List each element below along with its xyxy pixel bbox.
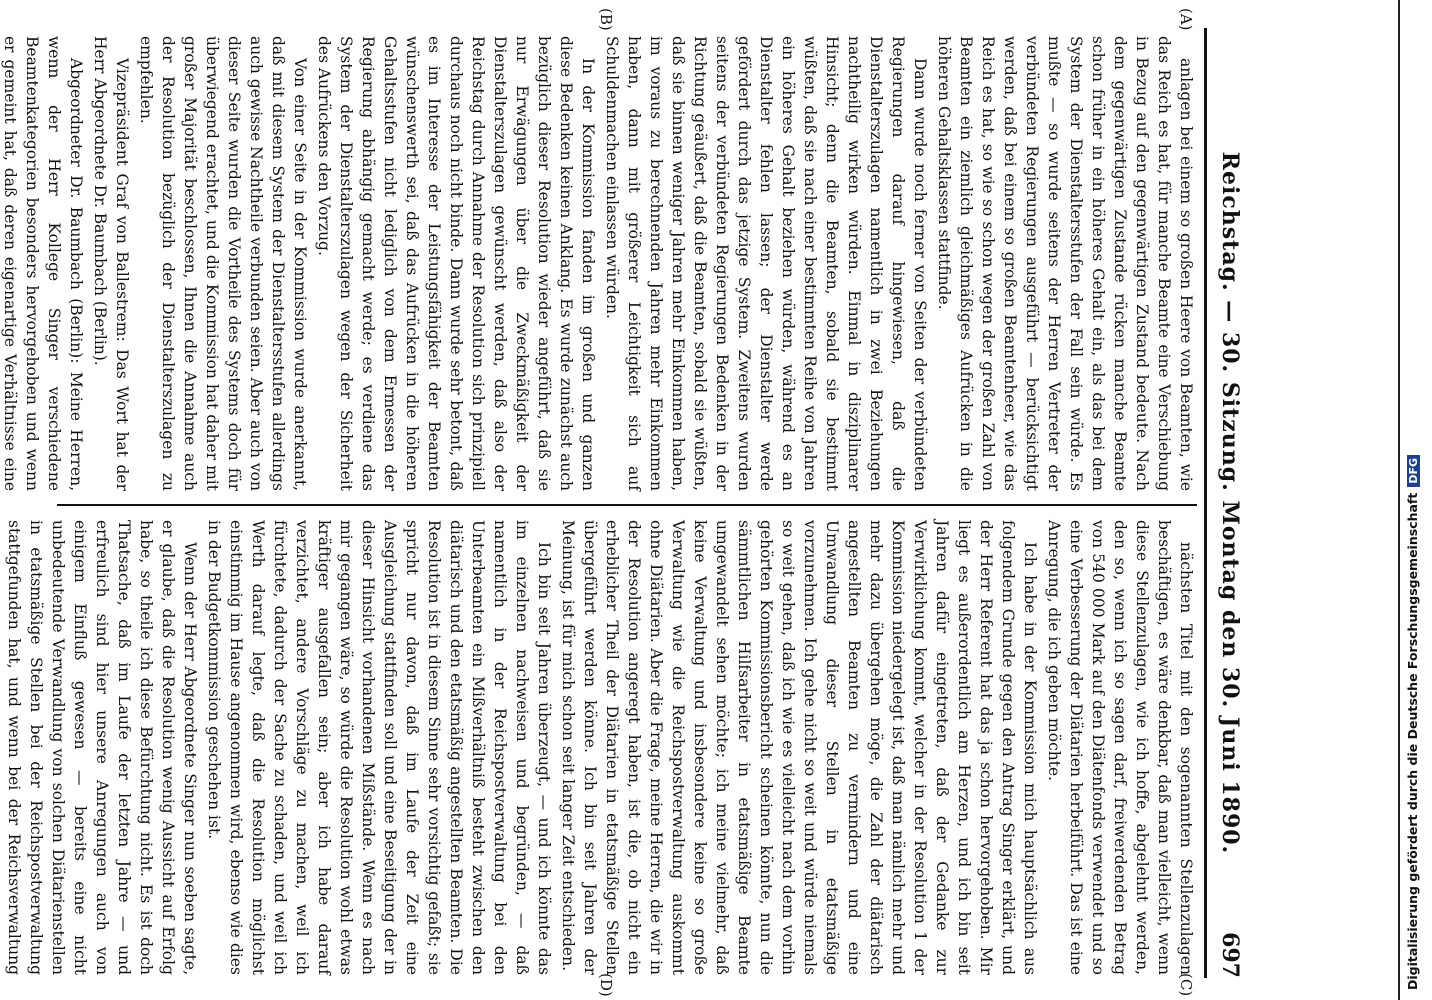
dfg-logo: DFG [1407,455,1420,487]
paragraph: Ich habe in der Kommission mich hauptsächlich aus folgendem Grunde gegen den Antrag Singer erklärt, und der Herr Referent hat das ja schon hervorgehoben. Mir liegt es außerordentlich am Herzen, und ich bin seit Jahren dafür eingetreten, daß der Gedanke zur Verwirklichung kommt, welcher in der Resolution 1 der Kommission niedergelegt ist, daß man nämlich mehr und mehr dazu übergehen möge, die Zahl der diätarisch angestellten Beamten zu vermindern und eine Umwandlung dieser Stellen in etatsmäßige vorzunehmen. Ich gehe nicht so weit und würde niemals so weit gehen, daß ich wie es vielleicht nach dem vorhin gehörten Kommissionsbericht scheinen könnte, nun die sämmtlichen Hilfsarbeiter in etatsmäßige Beamte umgewandelt sehen möchte; ich meine vielmehr, daß keine Verwaltung und insbesondere keine so große Verwaltung wie die Reichspostverwaltung auskommt ohne Diätarien. Aber die Frage, meine Herren, die wir in der Resolution angeregt haben, ist die, ob nicht ein erheblicher Theil der Diätarien in etatsmäßige Stellen übergeführt werden könne. Ich bin seit Jahren der Meinung, ist für mich schon seit langer Zeit entschieden. [559,520,1039,975]
paragraph: Ich bin seit Jahren überzeugt, — und ich könnte das im einzelnen nachweisen und begründen, — daß namentlich in der Reichspostverwaltung bei den Unterbeamten ein Mißverhältniß besteht zwischen den diätarisch und den etatsmäßig angestellten Beamten. Die Resolution ist in diesem Sinne sehr vorsichtig gefaßt; sie spricht nur davon, daß im Laufe der Zeit eine Ausgleichung stattfinden soll und eine Beseitigung der in dieser Hinsicht vorhandenen Mißstände. Wenn es nach mir gegangen wäre, so würde die Resolution wohl etwas kräftiger ausgefallen sein; aber ich habe darauf verzichtet, andere Vorschläge zu machen, weil ich fürchtete, dadurch der Sache zu schaden, und weil ich Werth darauf legte, daß die Resolution möglichst einstimmig im Hause angenommen wird, ebenso wie dies in der Budgetkommission geschehen ist. [205,520,553,975]
paragraph: anlagen bei einem so großen Heere von Beamten, wie das Reich es hat, für manche Beamte eine Verschiebung in Bezug auf den gegenwärtigen Zustand bedeute. Nach dem gegenwärtigen Zustande rücken manche Beamte schon früher in ein höheres Gehalt ein, als das bei dem System der Dienstaltersstufen der Fall sein würde. Es mußte — so wurde seitens der Herren Vertreter der verbündeten Regierungen ausgeführt — berücksichtigt werden, daß bei einem so großen Beamtenheer, wie das Reich es hat, so wie so schon wegen der großen Zahl von Beamten ein ziemlich gleichmäßiges Aufrücken in die höheren Gehaltsklassen stattfinde. [935,36,1195,491]
paragraph: Vizepräsident Graf von Ballestrem: Das Wort hat der Herr Abgeordnete Dr. Baumbach (Berlin). [91,36,131,491]
page-number: 697 [1217,932,1243,978]
header-rule [1204,28,1207,978]
rotated-page-content [1,8,1245,997]
paragraph: Dann wurde noch ferner von Seiten der verbündeten Regierungen darauf hingewiesen, daß die Dienstalterszulagen namentlich in zwei Beziehungen nachtheilig wirken würden. Einmal in disziplinarer Hinsicht; denn die Beamten, sobald sie bestimmt wüßten, daß sie nach einer bestimmten Reihe von Jahren ein höheres Gehalt beziehen würden, während es an Dienstalter fehlen lassen; der Dienstalter werde gefördert durch das jetzige System. Zweitens wurden seitens der verbündeten Regierungen Bedenken in der Richtung geäußert, daß die Beamten, sobald sie wüßten, daß sie binnen weniger Jahren mehr Einkommen haben, im voraus zu berechnenden Jahren mehr Einkommen haben, dann mit größerer Leichtigkeit sich auf Schuldenmachen einlassen würden. [603,36,929,491]
margin-marker-a: (A) [1177,8,1195,31]
margin-marker-c: (C) [1177,973,1195,997]
right-column [5,520,1197,975]
paragraph: nächsten Titel mit den sogenannten Stellenzulagen beschäftigen, es wäre denkbar, daß man vielleicht, wenn diese Stellenzulagen, wie ich hoffe, abgelehnt werden, den so, wenn ich so sagen darf, freiwerdenden Betrag von 540 000 Mark auf den Diätenfonds verwendet und so eine Verbesserung der Diätarien herbeiführt. Das ist eine Anregung, die ich geben möchte. [1045,520,1195,975]
column-divider [57,504,1197,506]
digitization-credit-text: Digitalisierung gefördert durch die Deutsche Forschungsgemeinschaft [1405,492,1420,990]
paragraph: Wenn der Herr Abgeordnete Singer nun soeben sagte, er glaube, daß die Resolution wenig Aussicht auf Erfolg habe, so theile ich diese Befürchtung nicht. Es ist doch Thatsache, daß im Laufe der letzten Jahre — und erfreulich sind hier unsere Anregungen auch von einigem Einfluß gewesen — bereits eine nicht unbedeutende Verwandlung von solchen Diätarienstellen in etatsmäßige Stellen bei der Reichspostverwaltung stattgefunden hat, und wenn bei der Reichsverwaltung [5,520,199,975]
margin-marker-d: (D) [597,973,615,997]
header-title: Reichstag. — 30. Sitzung. Montag den 30. Juni 1890. [1217,151,1243,855]
margin-marker-b: (B) [597,8,615,31]
paragraph: In der Kommission fanden im großen und ganzen diese Bedenken keinen Anklang. Es wurde zunächst auch bezüglich dieser Resolution wieder angeführt, daß sie nur Erwägungen über die Zweckmäßigkeit der Dienstalterszulagen gewünscht werden, daß also der Reichstag durch Annahme der Resolution sich prinzipiell durchaus noch nicht binde. Dann wurde sehr betont, daß es im Interesse der Leistungsfähigkeit der Beamten wünschenswerth sei, daß das Aufrücken in die höheren Gehaltsstufen nicht lediglich von dem Ermessen der Regierung abhängig gemacht werde; es verdiene das System der Dienstalterszulagen wegen der Sicherheit des Aufrückens den Vorzug. [315,36,597,491]
scan-edge-rule [1398,0,1400,1000]
left-column [1,36,1197,491]
paragraph: Von einer Seite in der Kommission wurde anerkannt, daß mit diesem System der Dienstaltersstufen allerdings auch gewisse Nachtheile verbunden seien. Aber auch von dieser Seite wurden die Vortheile des Systems doch für überwiegend erachtet, und die Kommission hat daher mit großer Majorität beschlossen, Ihnen die Annahme auch der Resolution bezüglich der Dienstalterszulagen zu empfehlen. [137,36,309,491]
digitization-credit [1405,455,1420,990]
paragraph: Abgeordneter Dr. Baumbach (Berlin): Meine Herren, wenn der Herr Kollege Singer verschiedene Beamtenkategorien besonders hervorgehoben und wenn er gemeint hat, daß deren eigenartige Verhältnisse eine [1,36,85,491]
running-header [1209,28,1245,978]
